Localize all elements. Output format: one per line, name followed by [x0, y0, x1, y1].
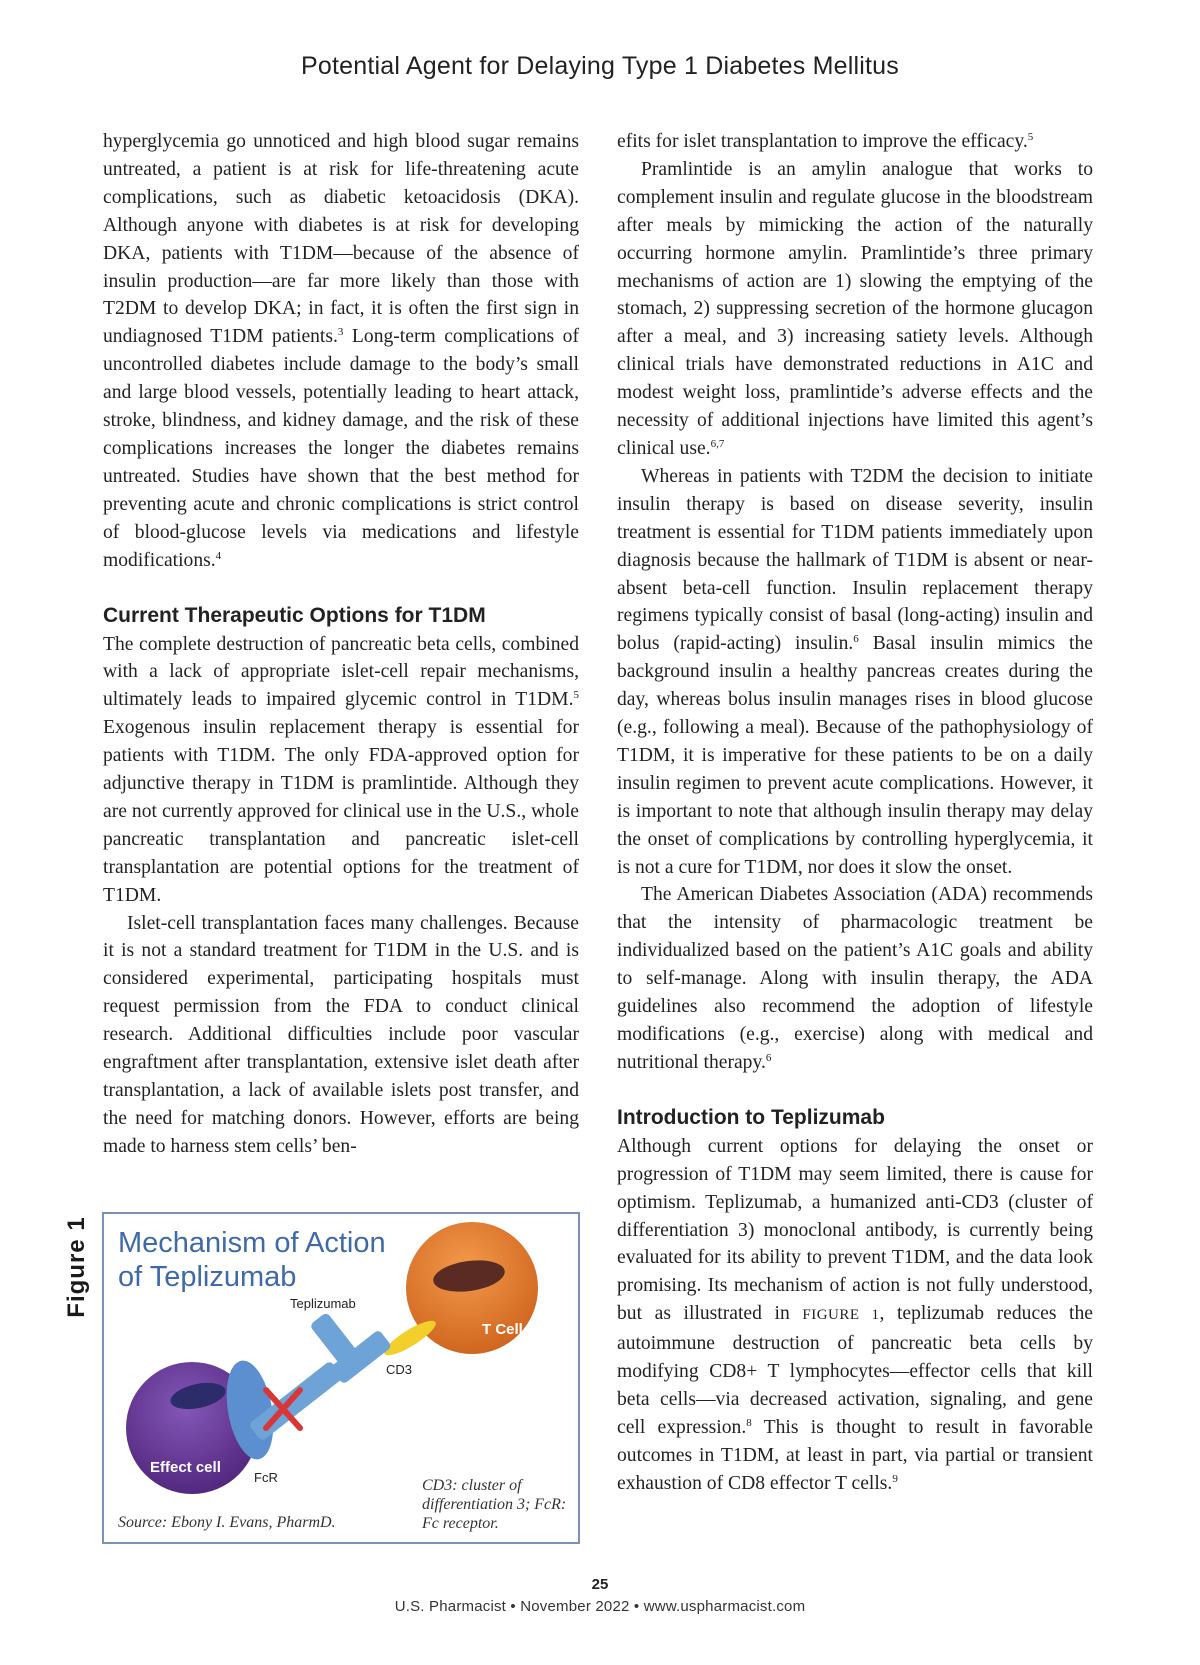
paragraph: Although current options for delaying the onset or progression of T1DM may seem limited, there is cause for optimism. Teplizumab, a humanized anti-CD3 (cluster of differentiation 3) monoclonal antibody, is currently being evaluated for its ability to prevent T1DM, and the data look promising. Its mechanism of action is not fully understood, but as illustrated in FIGURE 1, teplizumab reduces the autoimmune destruction of pancreatic beta cells by modifying CD8+ T lymphocytes—effector cells that kill beta cells—via decreased activation, signaling, and gene cell expression.$^8$ This is thought to result in favorable outcomes in T1DM, at least in part, via partial or transient exhaustion of CD8 effector T cells.$^9$ [617, 1135, 1093, 1494]
paragraph: efits for islet transplantation to improve the efficacy.$^5$ [617, 131, 1034, 152]
reference: 5 [573, 689, 579, 702]
paragraph: Whereas in patients with T2DM the decision to initiate insulin therapy is based on disease severity, insulin treatment is essential for T1DM patients immediately upon diagnosis because the hallmark of T1DM is absent or near-absent beta-cell function. Insulin replacement therapy regimens typically consist of basal (long-acting) insulin and bolus (rapid-acting) insulin.$^6$ Basal insulin mimics the background insulin a healthy pancreas creates during the day, whereas bolus insulin manages rises in blood glucose (e.g., following a meal). Because of the pathophysiology of T1DM, it is imperative for these patients to be on a daily insulin regimen to prevent acute complications. However, it is important to note that although insulin therapy may delay the onset of complications by controlling hyperglycemia, it is not a cure for T1DM, nor does it slow the onset. [617, 465, 1093, 878]
paragraph: The complete destruction of pancreatic beta cells, combined with a lack of appropriate islet-cell repair mechanisms, ultimately leads to impaired glycemic control in T1DM.$^5$ Exogenous insulin replacement therapy is essential for patients with T1DM. The only FDA-approved option for adjunctive therapy in T1DM is pramlintide. Although they are not currently approved for clinical use in the U.S., whole pancreatic transplantation and pancreatic islet-cell transplantation are potential options for the treatment of T1DM. [103, 633, 579, 906]
fcr-label: FcR [254, 1470, 278, 1485]
figure-source: Source: Ebony I. Evans, PharmD. [118, 1514, 336, 1531]
publication-footer: U.S. Pharmacist • November 2022 • www.uspharmacist.com [394, 1598, 806, 1615]
reference: 6 [853, 633, 859, 646]
cd3-label: CD3 [386, 1362, 413, 1377]
reference: 6,7 [710, 437, 725, 450]
figure-tab-label: Figure 1 [63, 1216, 90, 1318]
reference: 8 [746, 1416, 752, 1429]
reference: 3 [337, 326, 344, 339]
t-cell-label: T Cell [482, 1321, 523, 1338]
figure-tab [58, 1212, 98, 1322]
paragraph: Pramlintide is an amylin analogue that works to complement insulin and regulate glucose in the bloodstream after meals by mimicking the action of the naturally occurring hormone amylin. Pramlintide’s three primary mechanisms of action are 1) slowing the emptying of the stomach, 2) suppressing secretion of the hormone glucagon after a meal, and 3) increasing satiety levels. Although clinical trials have demonstrated reductions in A1C and modest weight loss, pramlintide’s adverse effects and the necessity of additional injections have limited this agent’s clinical use.$^{6,7}$ [617, 158, 1093, 459]
running-header: Potential Agent for Delaying Type 1 Diabetes Mellitus [301, 52, 899, 80]
section-heading: Introduction to Teplizumab [617, 1105, 885, 1129]
reference: 6 [765, 1051, 772, 1064]
teplizumab-label: Teplizumab [290, 1296, 356, 1311]
reference: 9 [892, 1472, 898, 1485]
reference: 4 [215, 549, 222, 562]
effect-cell-label: Effect cell [150, 1459, 221, 1476]
paragraph: The American Diabetes Association (ADA) recommends that the intensity of pharmacologic treatment be individualized based on the patient’s A1C goals and ability to self-manage. Along with insulin therapy, the ADA guidelines also recommend the adoption of lifestyle modifications (e.g., exercise) along with medical and nutritional therapy.$^6$ [617, 884, 1093, 1073]
figure-1 [102, 1212, 580, 1544]
figure-reference: FIGURE 1 [802, 1307, 880, 1324]
figure-abbreviations: CD3: cluster of differentiation 3; FcR: Fc receptor. [422, 1477, 567, 1532]
right-column [617, 128, 1093, 1498]
reference: 5 [1027, 131, 1034, 143]
figure-title: Mechanism of Action of Teplizumab [118, 1227, 386, 1293]
paragraph: Islet-cell transplantation faces many challenges. Because it is not a standard treatment for T1DM in the U.S. and is considered experimental, participating hospitals must request permission from the FDA to conduct clinical research. Additional difficulties include poor vascular engraftment after transplantation, extensive islet death after transplantation, a lack of available islets post transfer, and the need for matching donors. However, efforts are being made to harness stem cells’ ben- [103, 912, 579, 1157]
left-column [103, 128, 579, 1161]
page-number: 25 [591, 1576, 609, 1593]
paragraph: hyperglycemia go unnoticed and high blood sugar remains untreated, a patient is at risk for life-threatening acute complications, such as diabetic ketoacidosis (DKA). Although anyone with diabetes is at risk for developing DKA, patients with T1DM—because of the absence of insulin production—are far more likely than those with T2DM to develop DKA; in fact, it is often the first sign in undiagnosed T1DM patients.$^3$ Long-term complications of uncontrolled diabetes include damage to the body’s small and large blood vessels, potentially leading to heart attack, stroke, blindness, and kidney damage, and the risk of these complications increases the longer the diabetes remains untreated. Studies have shown that the best method for preventing acute and chronic complications is strict control of blood-glucose levels via medications and lifestyle modifications.$^4$ [103, 131, 579, 571]
section-heading: Current Therapeutic Options for T1DM [103, 603, 486, 627]
